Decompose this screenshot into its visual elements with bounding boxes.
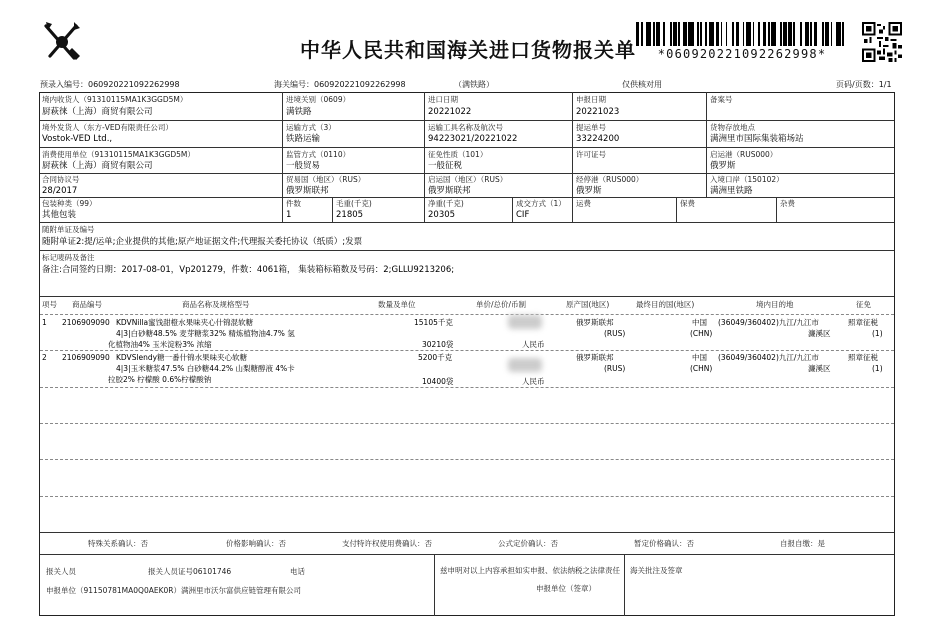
deal-mode-label: 成交方式（1） (516, 199, 566, 208)
customs-emblem-icon (40, 20, 84, 64)
barcode (636, 22, 848, 62)
shipper-label: 境外发货人（东方-VED有限责任公司） (42, 123, 173, 132)
transport-tool-label: 运输工具名称及航次号 (428, 123, 503, 132)
item-qty-bags: 30210袋 (422, 340, 454, 349)
transport-mode-value: 铁路运输 (286, 134, 321, 144)
col-domestic-dest: 境内目的地 (756, 300, 794, 309)
provisional-price-confirm: 暂定价格确认：否 (634, 539, 694, 548)
verify-notice: 仅供核对用 (622, 80, 662, 89)
item-domestic: (36049/360402)九江/九江市 (718, 353, 819, 362)
tax-nature-value: 一般征税 (428, 161, 463, 171)
item-tax: 照章征税 (848, 318, 878, 327)
consignee-value: 厨萩徕（上海）商贸有限公司 (42, 107, 153, 117)
redacted-price (508, 358, 542, 372)
package-label: 包装种类（99） (42, 199, 97, 208)
entry-point-value: 满洲里铁路 (710, 186, 753, 196)
item-tax: 照章征税 (848, 353, 878, 362)
col-quantity: 数量及单位 (378, 300, 416, 309)
import-date-value: 20221022 (428, 107, 472, 117)
item-qty-kg: 5200千克 (418, 353, 453, 362)
net-weight-value: 20305 (428, 210, 456, 220)
item-currency: 人民币 (522, 340, 545, 349)
col-origin: 原产国(地区) (566, 300, 610, 309)
item-code: 2106909090 (62, 318, 110, 327)
item-origin-code: (RUS) (604, 364, 626, 373)
item-no: 1 (42, 318, 47, 327)
license-label: 许可证号 (576, 150, 606, 159)
deal-mode-value: CIF (516, 210, 530, 220)
declarant-label: 报关人员 (46, 567, 76, 576)
net-weight-label: 净重(千克) (428, 199, 464, 208)
item-code: 2106909090 (62, 353, 110, 362)
formula-price-confirm: 公式定价确认：否 (498, 539, 558, 548)
item-spec-cont: 化植物油4% 玉米淀粉3% 浓缩 (108, 340, 212, 349)
origin-country-value: 俄罗斯联邦 (428, 186, 471, 196)
item-dest: 中国 (692, 353, 707, 362)
bill-of-lading-value: 33224200 (576, 134, 620, 144)
item-spec: 4|3|白砂糖48.5% 麦芽糖浆32% 精炼植物油4.7% 氢 (116, 329, 295, 338)
entry-port-label: 进境关别（0609） (286, 95, 351, 104)
consumer-label: 消费使用单位（91310115MA1K3GGD5M） (42, 150, 195, 159)
item-tax-code: (1) (872, 364, 883, 373)
customs-number: 海关编号：060920221092262998 (274, 80, 406, 89)
via-port-value: 俄罗斯 (576, 186, 602, 196)
item-qty-bags: 10400袋 (422, 377, 454, 386)
tax-nature-label: 征免性质（101） (428, 150, 488, 159)
preentry-number: 预录入编号：060920221092262998 (40, 80, 180, 89)
storage-place-value: 满洲里市国际集装箱场站 (710, 134, 804, 144)
storage-place-label: 货物存放地点 (710, 123, 755, 132)
col-price: 单价/总价/币制 (476, 300, 527, 309)
declare-date-label: 申报日期 (576, 95, 606, 104)
import-date-label: 进口日期 (428, 95, 458, 104)
page-number: 页码/页数：1/1 (836, 80, 892, 89)
entry-point-label: 入境口岸（150102） (710, 175, 784, 184)
item-spec: 4|3|玉米糖浆47.5% 白砂糖44.2% 山梨糖醇液 4%卡 (116, 364, 295, 373)
freight-label: 运费 (576, 199, 591, 208)
via-port-label: 经停港（RUS000） (576, 175, 644, 184)
barcode-bars-icon (636, 22, 848, 46)
item-qty-kg: 15105千克 (414, 318, 453, 327)
departure-port-label: 启运港（RUS000） (710, 150, 778, 159)
record-label: 备案号 (710, 95, 733, 104)
supervision-label: 监管方式（0110） (286, 150, 351, 159)
gross-weight-value: 21805 (336, 210, 364, 220)
item-dest-code: (CHN) (690, 364, 713, 373)
gross-weight-label: 毛重(千克) (336, 199, 372, 208)
pieces-value: 1 (286, 210, 292, 220)
declare-date-value: 20221023 (576, 107, 620, 117)
item-origin-code: (RUS) (604, 329, 626, 338)
transport-tool-value: 94223021/20221022 (428, 134, 518, 144)
documents-value: 随附单证2:提/运单;企业提供的其他;原产地证据文件;代理报关委托协议（纸质）;发票 (42, 237, 363, 247)
pieces-label: 件数 (286, 199, 301, 208)
departure-port-value: 俄罗斯 (710, 161, 736, 171)
page-title: 中华人民共和国海关进口货物报关单 (300, 38, 636, 62)
item-dest: 中国 (692, 318, 707, 327)
customs-note-label: 海关批注及签章 (630, 566, 683, 575)
remarks-value: 备注:合同签约日期：2017-08-01，Vp201279，件数：4061箱， 集装箱标箱数及号码：2;GLLU9213206; (42, 265, 455, 275)
unit-seal-label: 申报单位（签章） (536, 584, 596, 593)
item-origin: 俄罗斯联邦 (576, 318, 614, 327)
redacted-price (508, 315, 542, 329)
documents-label: 随附单证及编号 (42, 225, 95, 234)
item-name: KDVNilla蜜饯甜橙水果味夹心什锦混软糖 (116, 318, 254, 327)
origin-country-label: 启运国（地区）（RUS） (428, 175, 508, 184)
bill-of-lading-label: 提运单号 (576, 123, 606, 132)
item-domestic: (36049/360402)九江/九江市 (718, 318, 819, 327)
barcode-text: *060920221092262998* (657, 47, 827, 61)
item-no: 2 (42, 353, 47, 362)
item-name: KDVSlendy糖一番什锦水果味夹心软糖 (116, 353, 248, 362)
item-currency: 人民币 (522, 377, 545, 386)
legal-statement: 兹申明对以上内容承担如实申报、依法纳税之法律责任 (440, 566, 620, 575)
phone-label: 电话 (290, 567, 305, 576)
insurance-label: 保费 (680, 199, 695, 208)
declaration-port: （满铁路） (454, 80, 494, 89)
entry-port-value: 满铁路 (286, 107, 312, 117)
transport-mode-label: 运输方式（3） (286, 123, 336, 132)
price-influence-confirm: 价格影响确认：否 (226, 539, 286, 548)
col-destination: 最终目的国(地区) (636, 300, 695, 309)
consignee-label: 境内收货人（91310115MA1K3GGD5M） (42, 95, 188, 104)
item-domestic-district: 濂溪区 (808, 364, 831, 373)
misc-fee-label: 杂费 (780, 199, 795, 208)
item-domestic-district: 濂溪区 (808, 329, 831, 338)
remarks-label: 标记唛码及备注 (42, 253, 95, 262)
contract-label: 合同协议号 (42, 175, 80, 184)
contract-value: 28/2017 (42, 186, 78, 196)
self-declare-confirm: 自报自缴：是 (780, 539, 825, 548)
special-relation-confirm: 特殊关系确认：否 (88, 539, 148, 548)
declaring-unit: 申报单位（91150781MA0Q0AEK0R）满洲里市沃尔富供应链管理有限公司 (46, 586, 301, 595)
shipper-value: Vostok-VED Ltd., (42, 134, 113, 144)
item-dest-code: (CHN) (690, 329, 713, 338)
qr-code-icon (862, 22, 902, 62)
trade-country-label: 贸易国（地区）（RUS） (286, 175, 366, 184)
declarant-cert: 报关人员证号06101746 (148, 567, 232, 576)
trade-country-value: 俄罗斯联邦 (286, 186, 329, 196)
item-tax-code: (1) (872, 329, 883, 338)
consumer-value: 厨萩徕（上海）商贸有限公司 (42, 161, 153, 171)
col-goods-name: 商品名称及规格型号 (182, 300, 250, 309)
supervision-value: 一般贸易 (286, 161, 321, 171)
item-spec-cont: 拉胶2% 柠檬酸 0.6%柠檬酸钠 (108, 375, 212, 384)
royalty-confirm: 支付特许权使用费确认：否 (342, 539, 432, 548)
col-item-no: 项号 (42, 300, 57, 309)
col-hs-code: 商品编号 (72, 300, 102, 309)
item-origin: 俄罗斯联邦 (576, 353, 614, 362)
col-tax: 征免 (856, 300, 871, 309)
package-value: 其他包装 (42, 210, 77, 220)
